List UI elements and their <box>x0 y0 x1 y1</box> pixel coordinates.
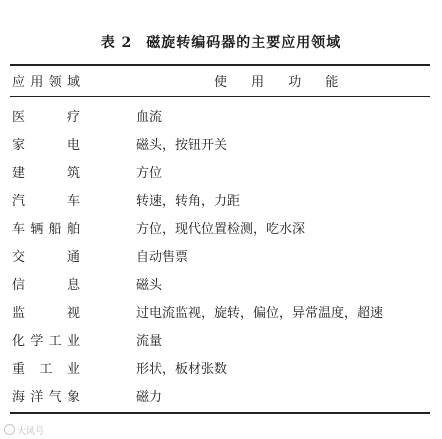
row-field: 重工业 <box>12 362 80 377</box>
row-function: 过电流监视，旋转，偏位，异常温度，超速 <box>136 306 384 321</box>
table-row <box>0 162 442 190</box>
row-field: 建筑 <box>12 166 80 181</box>
watermark-logo-icon <box>4 424 15 435</box>
header-field: 应用领域 <box>12 75 80 90</box>
row-function: 磁头 <box>136 278 163 293</box>
table-row <box>0 106 442 134</box>
row-field: 车辆船舶 <box>12 222 80 237</box>
table-title: 磁旋转编码器的主要应用领域 <box>146 35 342 51</box>
table-row <box>0 358 442 386</box>
row-field: 交通 <box>12 250 80 265</box>
row-function: 方位，现代位置检测，吃水深 <box>136 222 306 237</box>
row-function: 磁力 <box>136 390 163 405</box>
table-row <box>0 218 442 246</box>
table-row <box>0 330 442 358</box>
table-row <box>0 134 442 162</box>
row-function: 磁头，按钮开关 <box>136 138 228 153</box>
watermark <box>4 424 44 437</box>
row-function: 方位 <box>136 166 163 181</box>
table-row <box>0 274 442 302</box>
table-row <box>0 190 442 218</box>
table-row <box>0 386 442 414</box>
row-field: 监视 <box>12 306 80 321</box>
row-field: 化学工业 <box>12 334 80 349</box>
row-field: 医疗 <box>12 110 80 125</box>
header-rule <box>10 96 430 97</box>
row-field: 海洋气象 <box>12 390 80 405</box>
bottom-rule <box>10 412 430 414</box>
table-row <box>0 246 442 274</box>
table-caption <box>0 32 442 52</box>
table-row <box>0 302 442 330</box>
row-function: 转速，转角，力距 <box>136 194 241 209</box>
row-field: 汽车 <box>12 194 80 209</box>
row-function: 自动售票 <box>136 250 189 265</box>
row-function: 流量 <box>136 334 163 349</box>
row-function: 形状，板材张数 <box>136 362 228 377</box>
table-number: 表 2 <box>100 35 133 51</box>
watermark-text: 大风号 <box>17 427 45 437</box>
top-rule <box>10 64 430 66</box>
header-function: 使 用 功 能 <box>214 75 349 90</box>
row-field: 家电 <box>12 138 80 153</box>
row-field: 信息 <box>12 278 80 293</box>
row-function: 血流 <box>136 110 163 125</box>
